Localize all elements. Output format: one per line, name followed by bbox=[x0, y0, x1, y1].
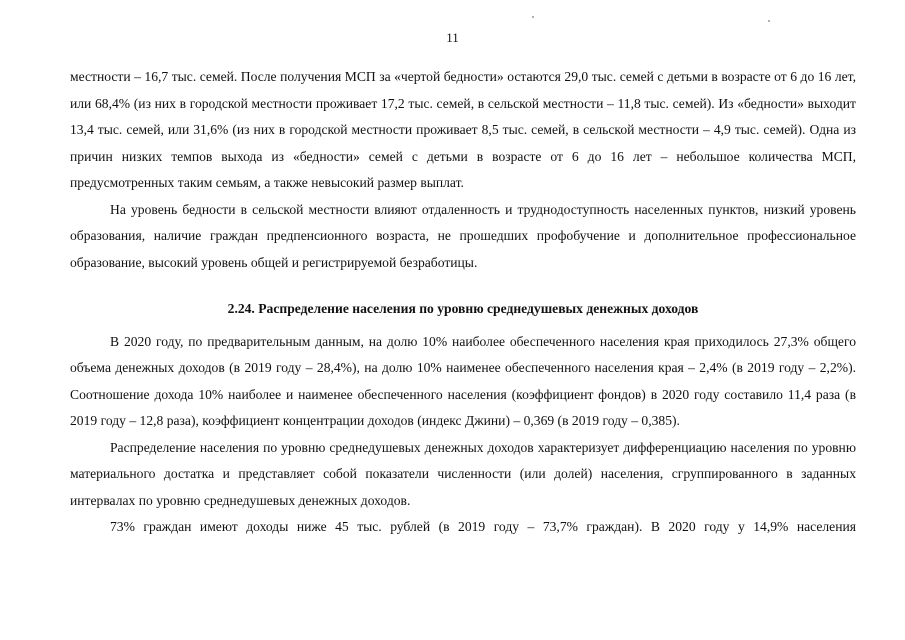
paragraph-rural-poverty: На уровень бедности в сельской местности влияют отдаленность и труднодоступность населенных пунктов, низкий уровень образования, наличие граждан предпенсионного возраста, не прошедших профобучение и дополнительное профессиональное образование, высокий уровень общей и регистрируемой безработицы. bbox=[70, 201, 856, 270]
paragraph-income-below-45k: 73% граждан имеют доходы ниже 45 тыс. рублей (в 2019 году – 73,7% граждан). В 2020 году у 14,9% населения bbox=[110, 519, 856, 534]
section-heading: 2.24. Распределение населения по уровню среднедушевых денежных доходов bbox=[227, 301, 699, 316]
paragraph-income-share: В 2020 году, по предварительным данным, на долю 10% наиболее обеспеченного населения края приходилось 27,3% общего объема денежных доходов (в 2019 году – 28,4%), на долю 10% наименее обеспеченного населения края – 2,4% (в 2019 году – 2,2%). Соотношение дохода 10% наиболее и наименее обеспеченного населения (коэффициент фондов) в 2020 году составило 11,4 раза (в 2019 году – 12,8 раза), коэффициент концентрации доходов (индекс Джини) – 0,369 (в 2019 году – 0,385). bbox=[70, 333, 856, 428]
scan-speck bbox=[532, 16, 534, 18]
paragraph-continuation: местности – 16,7 тыс. семей. После получения МСП за «чертой бедности» остаются 29,0 тыс. семей с детьми в возрасте от 6 до 16 лет, или 68,4% (из них в городской местности проживает 17,2 тыс. семей, в сельской местности – 11,8 тыс. семей). Из «бедности» выходит 13,4 тыс. семей, или 31,6% (из них в городской местности проживает 8,5 тыс. семей, в сельской местности – 4,9 тыс. семей). Одна из причин низких темпов выхода из «бедности» семей с детьми в возрасте от 6 до 16 лет – небольшое количества МСП, предусмотренных таким семьям, а также невысокий размер выплат. bbox=[70, 69, 856, 190]
document-body bbox=[70, 64, 856, 541]
scan-speck bbox=[768, 20, 770, 22]
page-number: 11 bbox=[446, 30, 459, 45]
paragraph-distribution-definition: Распределение населения по уровню среднедушевых денежных доходов характеризует дифференциацию населения по уровню материального достатка и представляет собой показатели численности (или долей) населения, сгруппированного в заданных интервалах по уровню среднедушевых денежных доходов. bbox=[70, 439, 856, 508]
spacer bbox=[70, 276, 856, 286]
